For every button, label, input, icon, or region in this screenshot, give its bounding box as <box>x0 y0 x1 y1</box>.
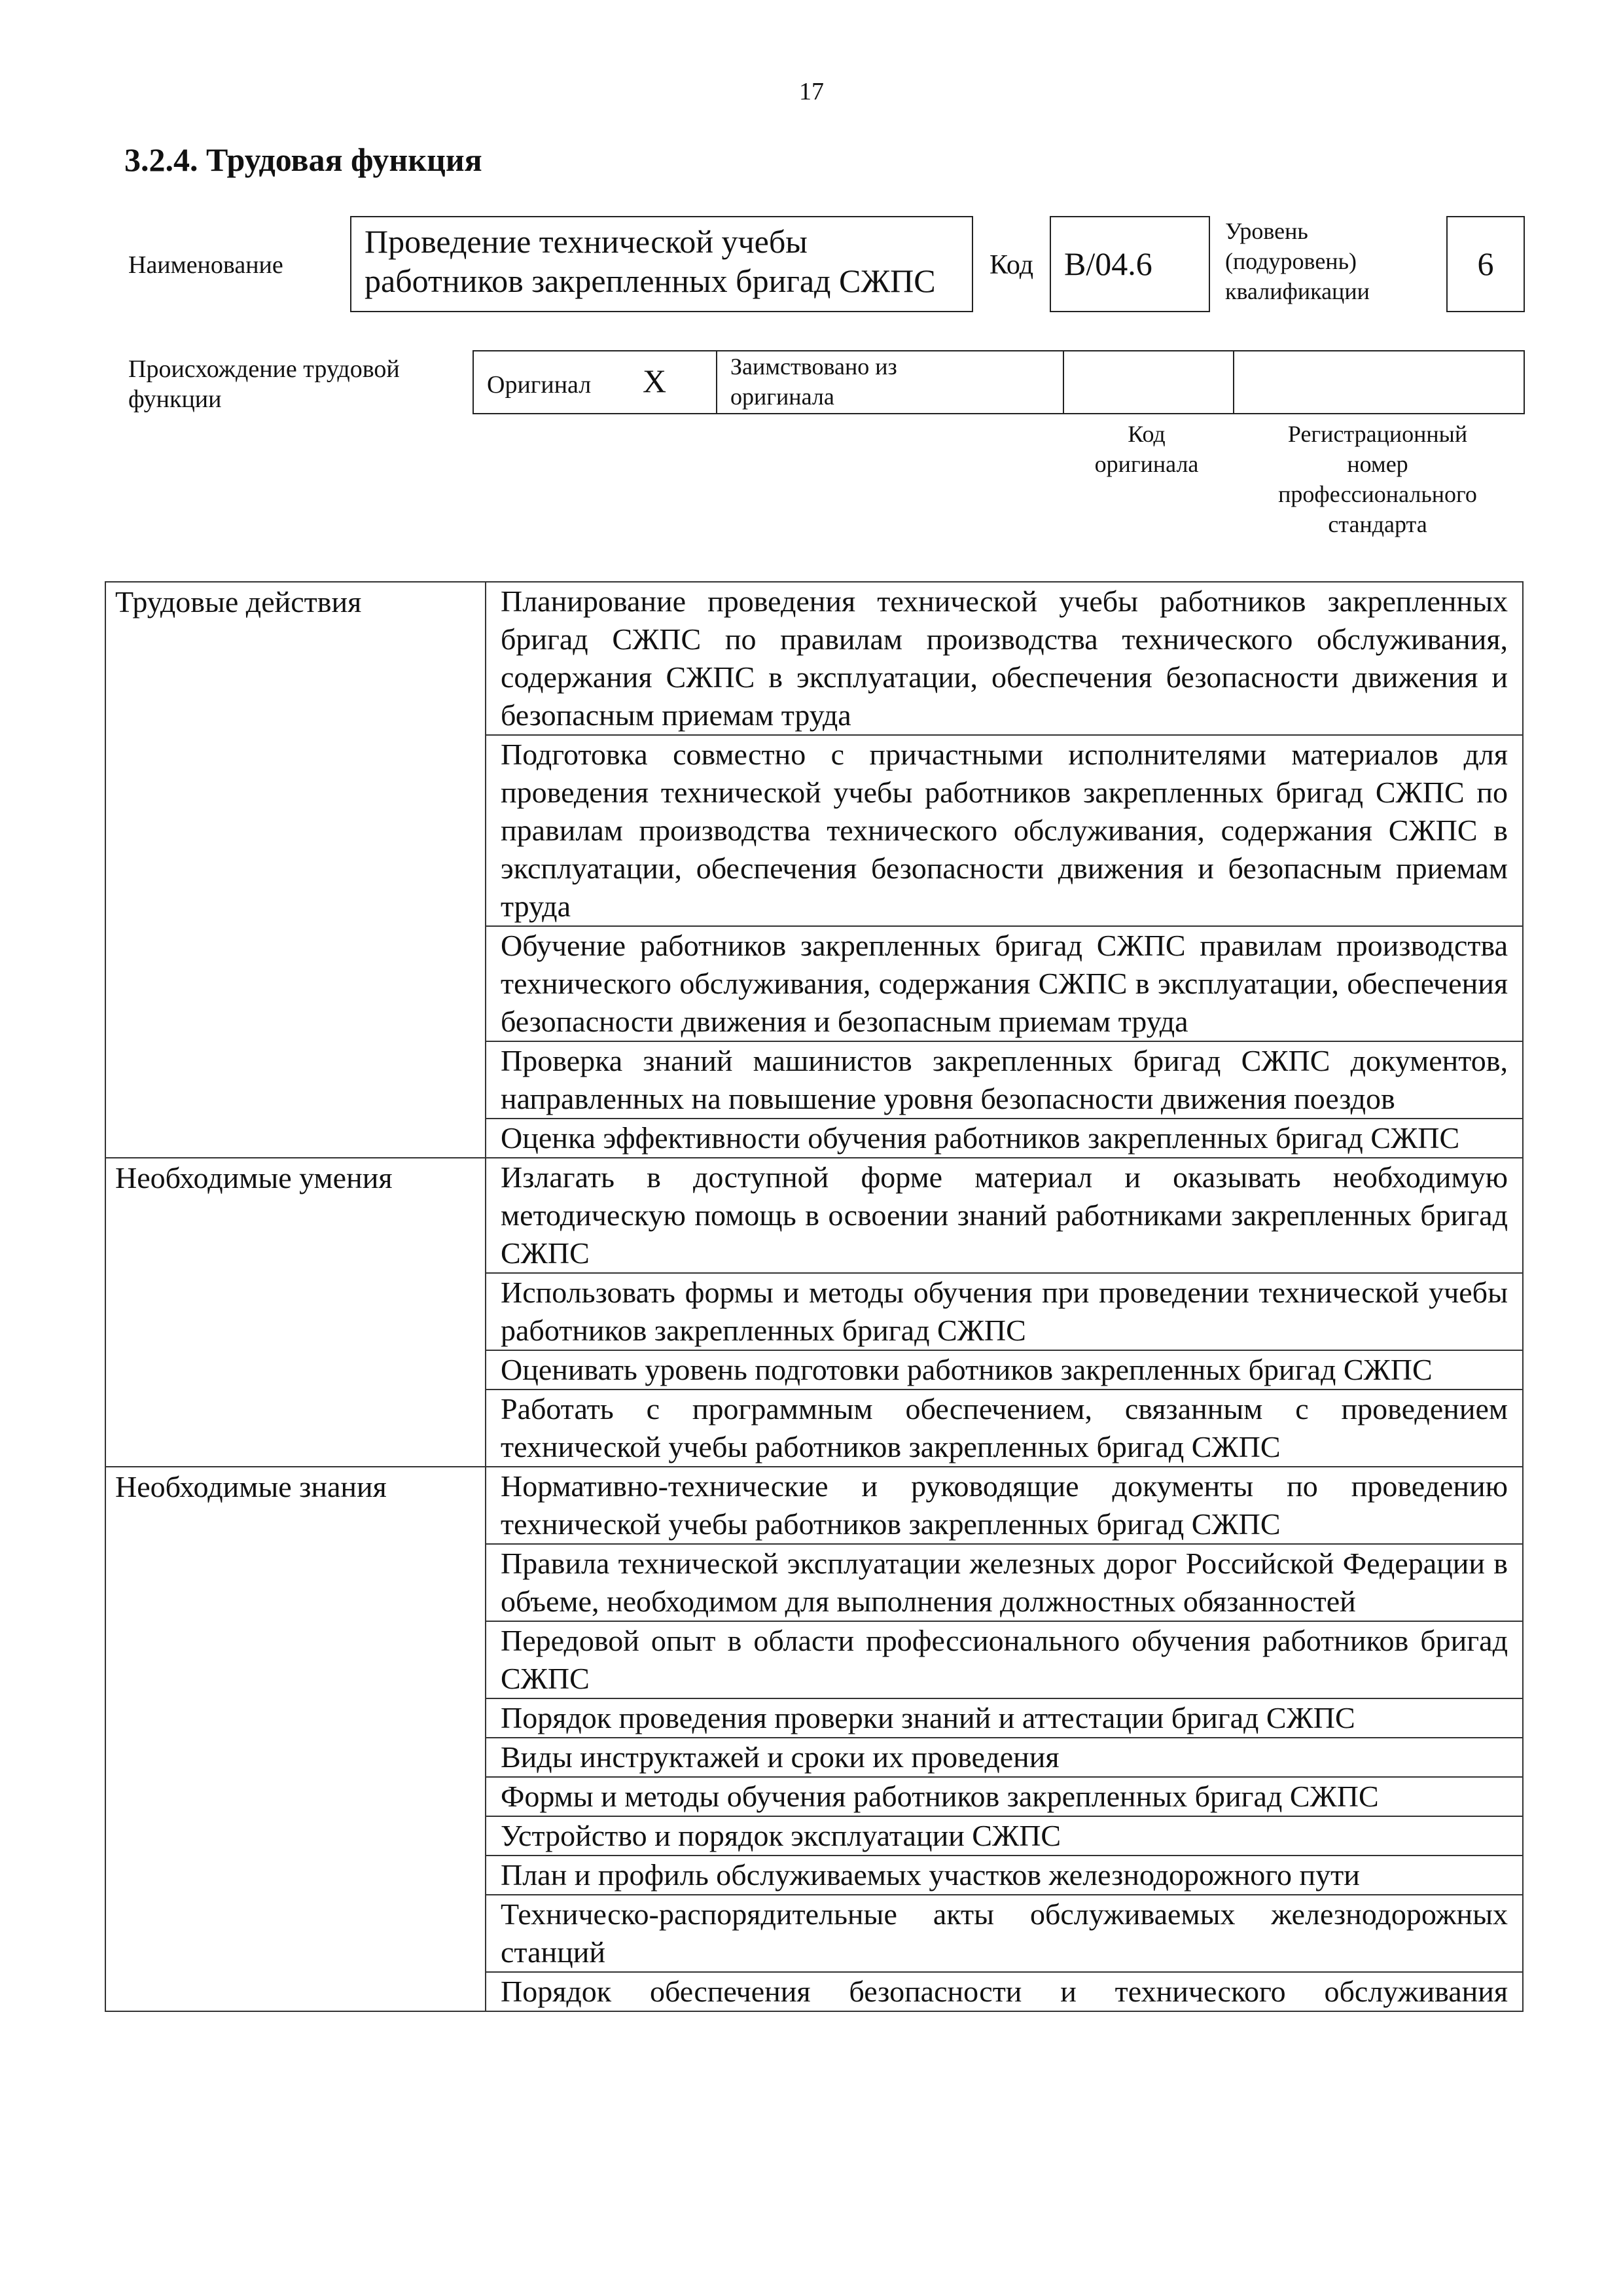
table-row <box>105 1158 1523 1273</box>
origin-box <box>473 350 1525 414</box>
skill-item: Работать с программным обеспечением, связанным с проведением технической учебы работников закрепленных бригад СЖПС <box>486 1390 1523 1467</box>
borrowed-label <box>730 351 897 412</box>
action-item: Подготовка совместно с причастными исполнителями материалов для проведения технической учебы работников закрепленных бригад СЖПС по правилам производства технического обслуживания, содержания СЖПС в эксплуатации, обеспечения безопасности движения и безопасным приемам труда <box>486 735 1523 926</box>
reg-number-caption <box>1230 419 1525 539</box>
reg-caption-line2: номер <box>1347 451 1408 477</box>
skill-item: Излагать в доступной форме материал и оказывать необходимую методическую помощь в освоении знаний работниками закрепленных бригад СЖПС <box>486 1158 1523 1273</box>
action-item: Обучение работников закрепленных бригад СЖПС правилам производства технического обслуживания, содержания СЖПС в эксплуатации, обеспечения безопасности движения и безопасным приемам труда <box>486 926 1523 1041</box>
knowledge-item: Правила технической эксплуатации железных дорог Российской Федерации в объеме, необходимом для выполнения должностных обязанностей <box>486 1544 1523 1621</box>
name-label: Наименование <box>128 251 283 279</box>
page-number: 17 <box>799 78 824 105</box>
skill-item: Оценивать уровень подготовки работников закрепленных бригад СЖПС <box>486 1350 1523 1390</box>
reg-caption-line1: Регистрационный <box>1287 421 1468 447</box>
knowledge-item: Формы и методы обучения работников закрепленных бригад СЖПС <box>486 1777 1523 1816</box>
origin-label <box>128 354 400 414</box>
origin-label-line1: Происхождение трудовой <box>128 355 400 383</box>
level-label-line1: Уровень <box>1225 218 1308 244</box>
skill-item: Использовать формы и методы обучения при проведении технической учебы работников закрепленных бригад СЖПС <box>486 1273 1523 1350</box>
knowledge-item: Порядок обеспечения безопасности и технического обслуживания <box>486 1972 1523 2011</box>
knowledge-item: Устройство и порядок эксплуатации СЖПС <box>486 1816 1523 1856</box>
knowledge-item: Техническо-распорядительные акты обслуживаемых железнодорожных станций <box>486 1895 1523 1972</box>
knowledge-label: Необходимые знания <box>105 1467 486 2011</box>
knowledge-item: Виды инструктажей и сроки их проведения <box>486 1738 1523 1777</box>
borrowed-label-line2: оригинала <box>730 384 834 410</box>
skills-label: Необходимые умения <box>105 1158 486 1467</box>
original-label: Оригинал <box>487 371 592 399</box>
level-label <box>1225 216 1370 306</box>
table-row <box>105 1467 1523 1544</box>
level-value-box <box>1446 216 1525 312</box>
code-value-box <box>1050 216 1210 312</box>
name-value-line1: Проведение технической учебы <box>365 223 808 260</box>
reg-caption-line4: стандарта <box>1328 511 1427 537</box>
knowledge-item: Порядок проведения проверки знаний и аттестации бригад СЖПС <box>486 1698 1523 1738</box>
name-value-line2: работников закрепленных бригад СЖПС <box>365 262 936 299</box>
action-item: Проверка знаний машинистов закрепленных бригад СЖПС документов, направленных на повышение уровня безопасности движения поездов <box>486 1041 1523 1119</box>
section-title: 3.2.4. Трудовая функция <box>124 141 482 178</box>
origin-label-line2: функции <box>128 386 222 413</box>
name-value-box <box>350 216 973 312</box>
level-value: 6 <box>1477 245 1494 282</box>
action-item: Оценка эффективности обучения работников закрепленных бригад СЖПС <box>486 1119 1523 1158</box>
level-label-line2: (подуровень) <box>1225 248 1357 274</box>
function-table <box>105 581 1524 2012</box>
action-item: Планирование проведения технической учебы работников закрепленных бригад СЖПС по правилам производства технического обслуживания, содержания СЖПС в эксплуатации, обеспечения безопасности движения и безопасным приемам труда <box>486 582 1523 735</box>
level-label-line3: квалификации <box>1225 278 1370 304</box>
knowledge-item: Передовой опыт в области профессионального обучения работников бригад СЖПС <box>486 1621 1523 1698</box>
code-original-caption <box>1061 419 1232 479</box>
code-caption-line1: Код <box>1128 421 1166 447</box>
code-caption-line2: оригинала <box>1094 451 1199 477</box>
code-label: Код <box>990 250 1034 280</box>
original-mark: X <box>643 363 667 399</box>
reg-caption-line3: профессионального <box>1278 481 1477 507</box>
knowledge-item: План и профиль обслуживаемых участков железнодорожного пути <box>486 1856 1523 1895</box>
actions-label: Трудовые действия <box>105 582 486 1158</box>
borrowed-label-line1: Заимствовано из <box>730 353 897 380</box>
table-row <box>105 582 1523 735</box>
knowledge-item: Нормативно-технические и руководящие документы по проведению технической учебы работников закрепленных бригад СЖПС <box>486 1467 1523 1544</box>
code-value: B/04.6 <box>1064 245 1152 282</box>
